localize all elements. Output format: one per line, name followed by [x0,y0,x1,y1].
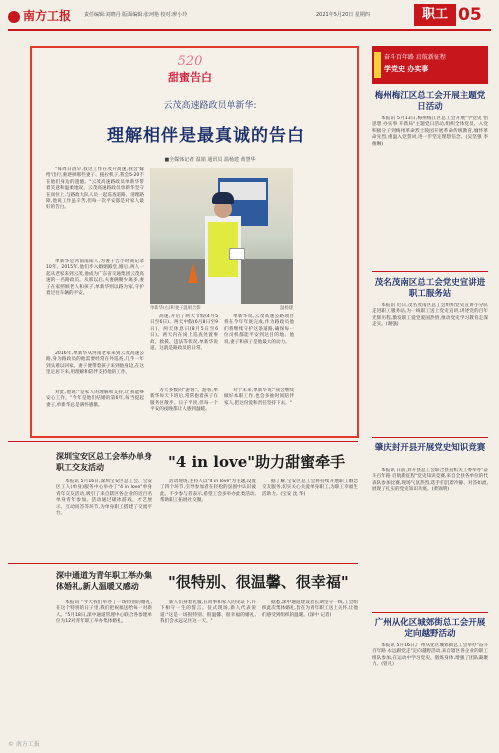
issue-date: 2021年5月20日 星期四 [316,12,370,18]
feature-paragraph-8: 对于未来,单新华说:"我会继续做好本职工作,也会多抽时间陪伴家人,把这份爱和责任坚持下去。" [224,388,294,406]
photo-credit: 温杨建 [280,306,293,311]
sidebar-article4-title: 广州从化区城郊街总工会开展定向越野活动 [374,618,486,639]
sidebar-article2-body: 本报讯 近日,茂名茂南区总工会组织党史宣讲小分队走进职工服务站,为一线职工送上党史宣讲,讲述党的百年光辉历程,激发职工爱党爱国热情,推动党史学习教育走深走实。(谢强) [372,303,488,328]
article3-headline: "很特别、很温馨、很幸福" [168,573,349,591]
feature-paragraph-4: 对此,他说:"是家人的理解和支持,让我能够安心工作。"今年是他们结婚的第6年,每当提起妻子,单新华总是满怀感激。 [46,390,144,408]
newspaper-logo: 南方工报 [8,6,80,26]
feature-paragraph-7: 单新华说,云茂高速公路项目将在今年年底完成,作为路政员他们将继续守护这条道路,确保每一位司机都能平安到达目的地。他说,妻子和孩子是他最大的动力。 [224,314,294,345]
article2-headline: "4 in love"助力甜蜜牵手 [168,453,346,471]
feature-paragraph-6: 为大多数的"游客"、游客,单新华每天下班后,常常抱着孩子在服务区散步。日子平淡,但每一个平安的夜晚都让人感到温暖。 [150,388,218,413]
article2-paragraph-3: 据了解,宝安区总工会将持续开展职工婚恋交友服务,切实关心关爱单身职工,为职工幸福生活助力。(宝安 沈 华) [262,479,358,497]
masthead-rule [8,29,491,31]
feature-paragraph-1: "每周日清早,我这工作在茂开高速,我会'嫁给'出行,驱逐掉那些妻子、拖拉机子,我会5·20不在他们身边的遗憾。"云茂高速路政员单新华带着笑意和温柔地说。云茂高速路政员单新华坚守在岗位上,与路政大队人员一起巡查道路、清理路障,他说工作虽辛苦,但每一次平安都是对家人最好的告白。 [46,167,144,211]
sun-logo-icon [8,11,20,23]
editor-info: 责任编辑:刘晓丹 版面编辑:张珂艳 校对:廖小玲 [84,12,188,18]
footer-watermark: © 南方工报 [8,741,40,748]
section-divider [8,441,358,442]
article-kicker: 云茂高速路政员单新华: [163,101,257,111]
sidebar-article2-title: 茂名茂南区总工会党史宣讲进职工服务站 [374,278,486,299]
article2-side-title: 深圳宝安区总工会举办单身职工交友活动 [56,451,152,472]
article-headline: 理解相伴是最真诚的告白 [107,126,305,146]
article-byline: ■全媒体记者 温娟 通讯员 温杨建 黄慧华 [164,157,256,163]
sidebar-divider [372,437,488,438]
article-photo [150,168,293,304]
page-number: 05 [458,5,482,25]
sidebar-banner: 奋斗百年路 启航新征程 学党史 办实事 [372,46,488,84]
article3-side-title: 深中通道为青年职工举办集体婚礼,新人温暖又感动 [56,570,152,591]
sidebar-divider [372,271,488,272]
article3-paragraph-1: 本报讯 "今天我们举办了一场特别的婚礼,在这个特别的日子里,我们把祝福送给每一对新人。"5月18日,深中通道管理中心联合各参建单位为12对青年职工举办集体婚礼。 [56,600,152,625]
article3-paragraph-2: 新人们身着礼服,在同事和家人的见证下,许下相守一生的誓言。仪式现场,新人代表说道:"这是一场很特别、很温馨、很幸福的婚礼,我们会永远记住这一天。" [160,600,256,625]
sidebar-article3-title: 肇庆封开县开展党史知识竞赛 [374,443,486,453]
sidebar-article3-body: 本报讯 日前,封开县总工会联合县直机关工委举办"奋斗百年路 启航新征程"党史知识竞赛,来自全县各单位的代表队参加比赛,现场气氛热烈,选手们沉着冷静、对答如流,展现了扎实的党史知识功底。(黄锦明) [372,468,488,493]
article2-paragraph-1: 本报讯 5月16日,深圳宝安区总工会、宝安区工人(单身)服务中心举办了"4 in love"单身青年交友活动,吸引了来自辖区各企业的近百名单身青年参加。活动通过破冰游戏、才艺展示、互动问答等环节,为单身职工搭建了交流平台。 [56,479,152,517]
feature-paragraph-2: 单新华是河南南阳人,为妻子告小时间记录10年。2015年,他们步入婚姻殿堂,婚后,两人一起从老家来到云茂,他成为广东省交通集团云茂高速的一名路政员。从那以后,夫妻俩聚少离多,妻子在家照顾老人和孩子,单新华则以路为家,守护着过往车辆的平安。 [46,259,144,297]
sidebar-article4-body: 本报讯 5月16日,广州从化区城郊街总工会举办"奋斗百年路 永远跟党走"定向越野活动,来自辖区各企业的职工组队参加,在运动中学习党史、锻炼身体,增强了团队凝聚力。(曾凡) [372,643,488,668]
article3-paragraph-3: 据悉,深中通道建设者长期坚守一线,工会组织此次集体婚礼,旨在为青年职工送上关怀,让他们感受到组织的温暖。(深中 记者) [262,600,358,618]
sidebar-article1-title: 梅州梅江区总工会开展主题党日活动 [374,91,486,112]
520-logo: 520 甜蜜告白 [168,54,212,84]
sidebar-divider [372,612,488,613]
sidebar-article1-body: 本报讯 5月13日,梅州梅江区总工会开展"学党史 悟思想 办实事 开新局"主题党日活动,组织全体党员、入党积极分子到梅州革命烈士陵园开展革命传统教育,缅怀革命先烈,重温入党誓词,进一步坚定理想信念。(吴坚强 李俊琳) [372,116,488,147]
article2-paragraph-2: 活动现场,主持人以"4 in love"为主题,设置了四个环节,引导参加者在轻松的氛围中认识彼此。不少参与者表示,希望工会多举办此类活动,帮助职工拓展社交圈。 [160,479,256,504]
feature-paragraph-5: 高速,开启了两天节假(4月5日至6日)、两天中假(6月8日至9日)、两天休息日(8月5日至6日)。两天内在岗上巡查处置事故、救援、违法等状况,单新华说道。这就是路政员的日常。 [150,314,218,352]
section-divider [8,563,358,564]
section-label: 职工 [414,4,456,26]
flag-icon [374,52,381,78]
feature-paragraph-3: 2016年,单新华从河南老家来到云茂高速公路,身为路政员的他需要经常在外巡查,几乎一年到头难以回家。妻子便带着孩子来到他身边,在这里定居下来,用理解和陪伴支持他的工作。 [46,351,144,376]
photo-caption: 单新华(右)和妻子温娟合影 温杨建 [150,306,293,311]
